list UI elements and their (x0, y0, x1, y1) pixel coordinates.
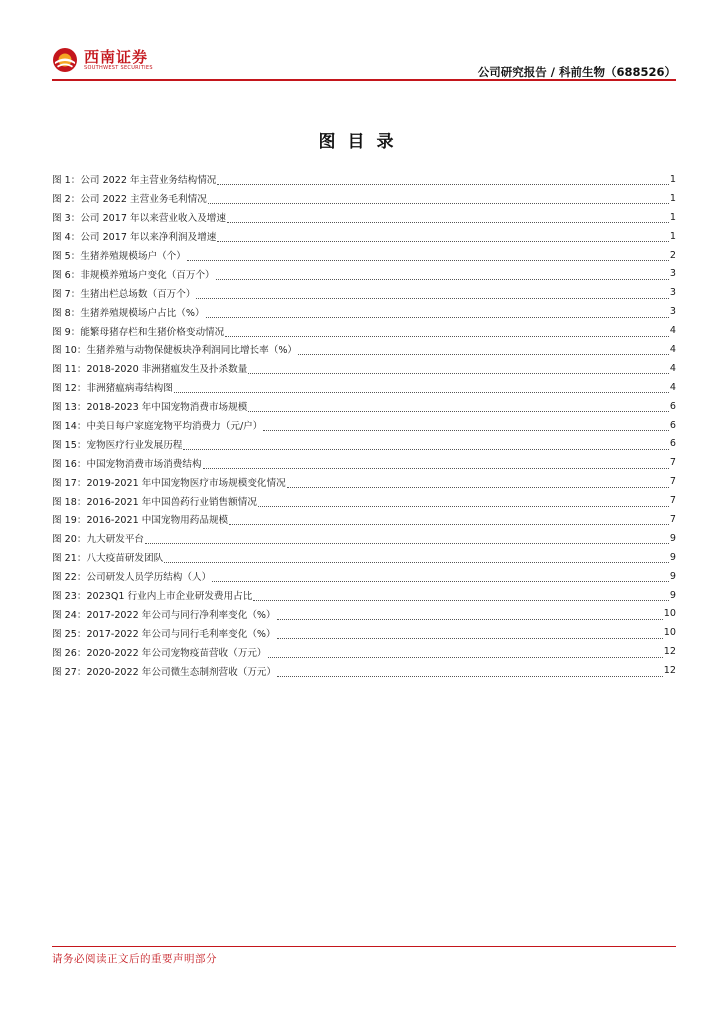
toc-entry[interactable] (52, 586, 676, 605)
toc-leader-dots (212, 572, 669, 582)
toc-leader-dots (227, 213, 669, 223)
toc-entry-page-number[interactable]: 9 (669, 589, 676, 601)
toc-entry-label[interactable]: 图 22：公司研发人员学历结构（人） (52, 572, 212, 584)
toc-leader-dots (287, 478, 669, 488)
footer-divider (52, 946, 676, 947)
toc-entry-page-number[interactable]: 9 (669, 551, 676, 563)
toc-entry-label[interactable]: 图 10：生猪养殖与动物保健板块净利润同比增长率（%） (52, 345, 298, 357)
toc-entry-label[interactable]: 图 19：2016-2021 中国宠物用药品规模 (52, 515, 229, 527)
toc-entry[interactable] (52, 661, 676, 680)
toc-entry-label[interactable]: 图 21：八大疫苗研发团队 (52, 553, 164, 565)
toc-entry-label[interactable]: 图 6：非规模养殖场户变化（百万个） (52, 269, 215, 281)
toc-entry[interactable] (52, 189, 676, 208)
toc-entry-page-number[interactable]: 7 (669, 495, 676, 507)
logo-emblem-icon (52, 47, 78, 73)
toc-leader-dots (277, 610, 663, 620)
toc-leader-dots (145, 534, 669, 544)
toc-entry[interactable] (52, 416, 676, 435)
toc-entry-page-number[interactable]: 4 (669, 325, 676, 337)
toc-entry[interactable] (52, 283, 676, 302)
toc-entry-page-number[interactable]: 12 (663, 646, 676, 658)
toc-entry-page-number[interactable]: 9 (669, 570, 676, 582)
toc-entry-label[interactable]: 图 23：2023Q1 行业内上市企业研发费用占比 (52, 591, 253, 603)
toc-entry[interactable] (52, 453, 676, 472)
toc-entry-label[interactable]: 图 1：公司 2022 年主营业务结构情况 (52, 175, 217, 187)
toc-entry-label[interactable]: 图 9：能繁母猪存栏和生猪价格变动情况 (52, 326, 225, 338)
toc-leader-dots (253, 591, 669, 601)
toc-entry-label[interactable]: 图 11：2018-2020 非洲猪瘟发生及扑杀数量 (52, 364, 248, 376)
toc-entry-label[interactable]: 图 25：2017-2022 年公司与同行毛利率变化（%） (52, 628, 276, 640)
toc-leader-dots (183, 440, 669, 450)
toc-entry[interactable] (52, 604, 676, 623)
toc-entry-page-number[interactable]: 1 (669, 192, 676, 204)
toc-leader-dots (208, 194, 669, 204)
toc-entry-label[interactable]: 图 24：2017-2022 年公司与同行净利率变化（%） (52, 609, 276, 621)
toc-leader-dots (217, 232, 669, 242)
toc-leader-dots (206, 308, 669, 318)
toc-entry-page-number[interactable]: 6 (669, 419, 676, 431)
toc-entry[interactable] (52, 208, 676, 227)
toc-entry-label[interactable]: 图 7：生猪出栏总场数（百万个） (52, 288, 196, 300)
toc-entry-label[interactable]: 图 3：公司 2017 年以来营业收入及增速 (52, 213, 226, 225)
toc-entry-label[interactable]: 图 5：生猪养殖规模场户（个） (52, 251, 186, 262)
toc-entry[interactable] (52, 246, 676, 265)
toc-entry-label[interactable]: 图 14：中美日每户家庭宠物平均消费力（元/户） (52, 421, 263, 433)
toc-entry[interactable] (52, 623, 676, 642)
toc-entry-page-number[interactable]: 4 (669, 381, 676, 393)
logo-chinese-text: 西南证券 (84, 47, 149, 66)
toc-leader-dots (217, 175, 669, 185)
figure-toc-list (52, 170, 676, 680)
toc-entry[interactable] (52, 359, 676, 378)
toc-entry[interactable] (52, 529, 676, 548)
toc-leader-dots (258, 497, 669, 507)
toc-entry[interactable] (52, 434, 676, 453)
toc-entry-label[interactable]: 图 27：2020-2022 年公司微生态制剂营收（万元） (52, 666, 277, 678)
report-title: 公司研究报告 / 科前生物（688526） (477, 65, 676, 79)
toc-entry-page-number[interactable]: 7 (669, 513, 676, 525)
toc-entry[interactable] (52, 340, 676, 359)
toc-entry[interactable] (52, 397, 676, 416)
toc-leader-dots (187, 251, 669, 261)
toc-entry[interactable] (52, 642, 676, 661)
toc-entry[interactable] (52, 302, 676, 321)
toc-entry-page-number[interactable]: 3 (669, 306, 676, 318)
toc-leader-dots (174, 383, 669, 393)
toc-entry-page-number[interactable]: 4 (669, 343, 676, 355)
toc-entry-page-number[interactable]: 4 (669, 362, 676, 374)
toc-entry-page-number[interactable]: 9 (669, 532, 676, 544)
toc-leader-dots (196, 289, 668, 299)
toc-leader-dots (298, 345, 669, 355)
toc-entry[interactable] (52, 321, 676, 340)
toc-entry[interactable] (52, 378, 676, 397)
toc-entry[interactable] (52, 264, 676, 283)
toc-entry-label[interactable]: 图 17：2019-2021 年中国宠物医疗市场规模变化情况 (52, 477, 286, 489)
toc-leader-dots (164, 553, 669, 563)
toc-entry-label[interactable]: 图 4：公司 2017 年以来净利润及增速 (52, 232, 217, 244)
toc-heading: 图目录 (318, 132, 406, 152)
toc-leader-dots (225, 327, 669, 337)
toc-entry-page-number[interactable]: 6 (669, 400, 676, 412)
toc-entry[interactable] (52, 548, 676, 567)
toc-entry-label[interactable]: 图 2：公司 2022 主营业务毛利情况 (52, 194, 207, 206)
toc-entry-label[interactable]: 图 16：中国宠物消费市场消费结构 (52, 458, 202, 470)
toc-entry[interactable] (52, 510, 676, 529)
toc-entry-label[interactable]: 图 18：2016-2021 年中国兽药行业销售额情况 (52, 496, 257, 508)
toc-leader-dots (277, 629, 663, 639)
toc-entry-page-number[interactable]: 12 (663, 665, 676, 677)
toc-leader-dots (263, 421, 669, 431)
company-logo (52, 42, 153, 78)
toc-entry-label[interactable]: 图 26：2020-2022 年公司宠物疫苗营收（万元） (52, 647, 267, 659)
toc-leader-dots (268, 648, 663, 658)
toc-entry-page-number[interactable]: 6 (669, 438, 676, 450)
toc-leader-dots (248, 402, 669, 412)
toc-entry-label[interactable]: 图 8：生猪养殖规模场户占比（%） (52, 307, 205, 319)
toc-entry[interactable] (52, 491, 676, 510)
toc-entry-page-number[interactable]: 2 (669, 249, 676, 261)
toc-entry-page-number[interactable]: 1 (669, 173, 676, 185)
logo-english-text: SOUTHWEST SECURITIES (84, 64, 153, 71)
toc-entry-page-number[interactable]: 1 (669, 230, 676, 242)
toc-entry-page-number[interactable]: 10 (663, 608, 676, 620)
toc-entry-page-number[interactable]: 3 (669, 287, 676, 299)
toc-entry[interactable] (52, 170, 676, 189)
toc-entry-page-number[interactable]: 3 (669, 268, 676, 280)
toc-leader-dots (216, 270, 669, 280)
toc-entry-label[interactable]: 图 20：九大研发平台 (52, 534, 145, 546)
page-header (52, 38, 676, 82)
toc-entry-label[interactable]: 图 15：宠物医疗行业发展历程 (52, 439, 183, 451)
header-divider (52, 79, 676, 81)
toc-entry-page-number[interactable]: 10 (663, 627, 676, 639)
toc-entry[interactable] (52, 567, 676, 586)
toc-entry-label[interactable]: 图 13：2018-2023 年中国宠物消费市场规模 (52, 402, 248, 414)
toc-entry-label[interactable]: 图 12：非洲猪瘟病毒结构图 (52, 383, 173, 395)
toc-leader-dots (248, 364, 669, 374)
toc-leader-dots (229, 515, 669, 525)
toc-leader-dots (203, 459, 669, 469)
toc-leader-dots (277, 667, 663, 677)
toc-entry-page-number[interactable]: 1 (669, 211, 676, 223)
toc-entry-page-number[interactable]: 7 (669, 457, 676, 469)
toc-entry[interactable] (52, 227, 676, 246)
toc-entry[interactable] (52, 472, 676, 491)
footer-disclaimer: 请务必阅读正文后的重要声明部分 (52, 953, 217, 965)
toc-entry-page-number[interactable]: 7 (669, 476, 676, 488)
